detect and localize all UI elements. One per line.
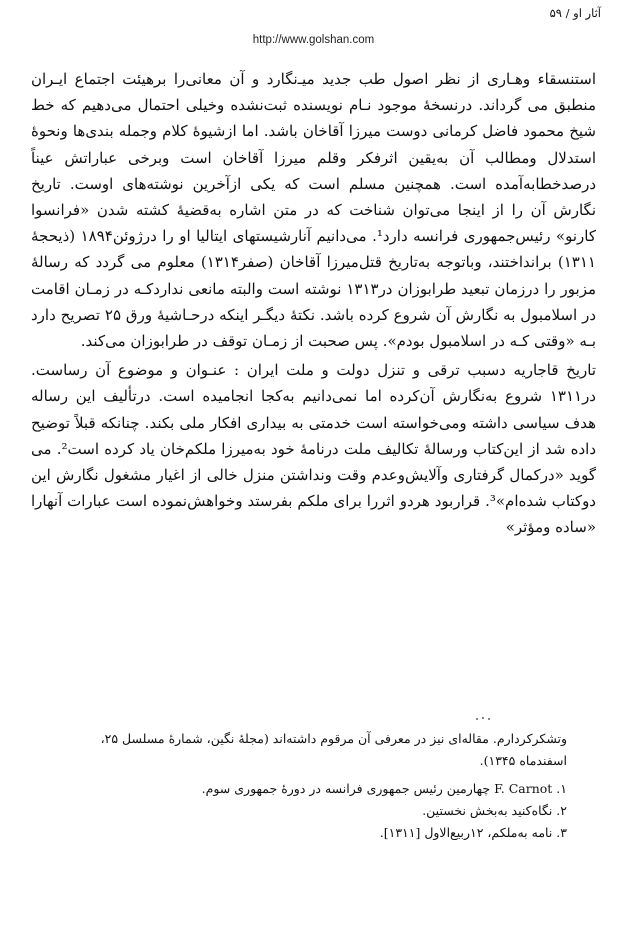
main-text [31,66,596,541]
paragraph-1: استنسقاء وهـاری از نظر اصول طب جدید میـ‌نگارد و آن معانی‌را برهیئت اجتماع ایـران منطبق می‌ گرداند. درنسخهٔ موجود نـام نویسنده ثبت‌نشده وخیلی احتمال می‌دهیم که خط شیخ محمود فاضل کرمانی دوست میرزا آقاخان باشد. اما ازشیوهٔ کلام وجمله بندی‌ها ونحوهٔ استدلال ومطالب آن به‌یقین اثرفکر وقلم میرزا آقاخان است وبرخی عباراتش عیناً درصدخطابه‌آمده است. همچنین مسلم است که یکی ازآخرین نوشته‌های اوست. تاریخ نگارش آن را از اینجا می‌توان شناخت که در متن اشاره به‌قضیهٔ کشته شدن «فرانسوا کارنو» رئیس‌جمهوری فرانسه دارد¹. می‌دانیم آنارشیستهای ایتالیا او را درژوئن۱۸۹۴ (ذیحجهٔ ۱۳۱۱) برانداختند، وباتوجه به‌تاریخ قتل‌میرزا آقاخان (صفر۱۳۱۴) معلوم می‌ گردد که رسالهٔ مزبور را درزمان تبعید طرابوزان در۱۳۱۳ نوشته است والبته مانعی نداردکـه در زمـان اقامت در اسلامبول به نگارش آن شروع کرده باشد. نکتهٔ دیگـر اینکه درحـاشیهٔ ورق ۲۵ تصریح دارد بـه «وقتی کـه در اسلامبول بودم». پس صحبت از زمـان توقف در طرابوزان می‌کند. [31,70,596,351]
footnote-separator-mark [467,715,507,723]
running-header [26,6,601,24]
paragraph-2: تاریخ قاجاریه دسبب ترقی و تنزل دولت و ملت ایران : عنـوان و موضوع آن رساست. در۱۳۱۱ شروع به‌نگارش آن‌کرده اما نمی‌دانیم به‌کجا انجامیده است. درتألیف این رساله هدف سیاسی داشته ومی‌خواسته است خدمتی به بیداری افکار ملی بکند. چنانکه قبلاً توضیح داده شد از این‌کتاب ورسالهٔ تکالیف ملت درنامهٔ خود به‌میرزا ملکم‌خان یاد کرده است². می گوید «درکمال گرفتاری وآلایش‌وعدم وقت ونداشتن منزل خالی از اغیار مشغول نگارش این دوکتاب شده‌ام»³. قراربود هردو اثررا برای ملکم بفرستد وخواهش‌نموده است عبارات آنهارا «ساده ومؤثر» [31,361,596,537]
footnote-1: ۱. F. Carnot چهارمین رئیس جمهوری فرانسه در دورهٔ جمهوری سوم. [201,781,567,796]
footnote-3: ۳. نامه به‌ملکم، ۱۲ربیع‌الاول [۱۳۱۱]. [379,825,567,840]
running-title: آثار او / ۵۹ [549,6,601,20]
footnotes [60,728,567,844]
source-url[interactable]: http://www.golshan.com [252,34,375,46]
footnote-2: ۲. نگاه‌کنید به‌بخش نخستین. [422,803,567,818]
footnote-intro: وتشکرکردارم. مقاله‌ای نیز در معرفی آن مرقوم داشته‌اند (مجلهٔ نگین، شمارهٔ مسلسل ۲۵، اسفندماه ۱۳۴۵). [100,731,567,768]
